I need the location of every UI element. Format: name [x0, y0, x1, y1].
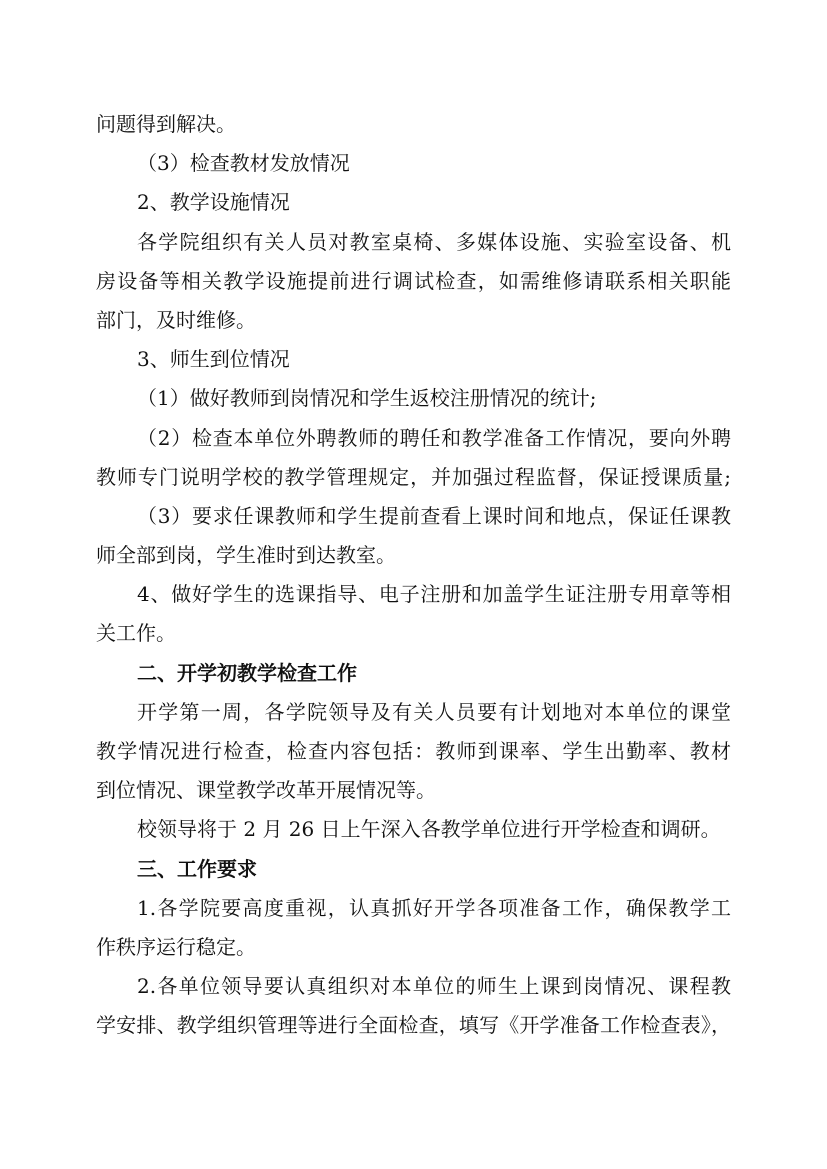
section-heading: 3、师生到位情况	[137, 347, 290, 371]
paragraph-line: （3）要求任课教师和学生提前查看上课时间和地点，保证任课教	[137, 504, 731, 528]
paragraph-line: 问题得到解决。	[96, 112, 236, 136]
paragraph-line: （2）检查本单位外聘教师的聘任和教学准备工作情况，要向外聘	[137, 426, 731, 450]
paragraph-line: 开学第一周，各学院领导及有关人员要有计划地对本单位的课堂	[137, 700, 731, 724]
paragraph-line: （1）做好教师到岗情况和学生返校注册情况的统计;	[137, 386, 597, 410]
paragraph-line: 1.各学院要高度重视，认真抓好开学各项准备工作，确保教学工	[137, 896, 731, 920]
paragraph-line: 校领导将于 2 月 26 日上午深入各教学单位进行开学检查和调研。	[137, 817, 721, 841]
section-heading: 三、工作要求	[137, 857, 257, 881]
paragraph-line: 教师专门说明学校的教学管理规定，并加强过程监督，保证授课质量;	[96, 465, 731, 489]
paragraph-line: 4、做好学生的选课指导、电子注册和加盖学生证注册专用章等相	[137, 582, 731, 606]
paragraph-line: 学安排、教学组织管理等进行全面检查，填写《开学准备工作检查表》，	[96, 1013, 731, 1037]
section-heading: 二、开学初教学检查工作	[137, 661, 357, 685]
paragraph-line: 师全部到岗，学生准时到达教室。	[96, 543, 396, 567]
paragraph-line: 房设备等相关教学设施提前进行调试检查，如需维修请联系相关职能	[96, 269, 731, 293]
paragraph-line: 2.各单位领导要认真组织对本单位的师生上课到岗情况、课程教	[137, 974, 731, 998]
paragraph-line: 各学院组织有关人员对教室桌椅、多媒体设施、实验室设备、机	[137, 230, 731, 254]
subsection-heading: （3）检查教材发放情况	[137, 151, 350, 175]
paragraph-line: 部门，及时维修。	[96, 308, 256, 332]
paragraph-line: 作秩序运行稳定。	[96, 935, 256, 959]
paragraph-line: 关工作。	[96, 621, 176, 645]
paragraph-line: 教学情况进行检查，检查内容包括：教师到课率、学生出勤率、教材	[96, 739, 731, 763]
paragraph-line: 到位情况、课堂教学改革开展情况等。	[96, 778, 436, 802]
section-heading: 2、教学设施情况	[137, 190, 290, 214]
